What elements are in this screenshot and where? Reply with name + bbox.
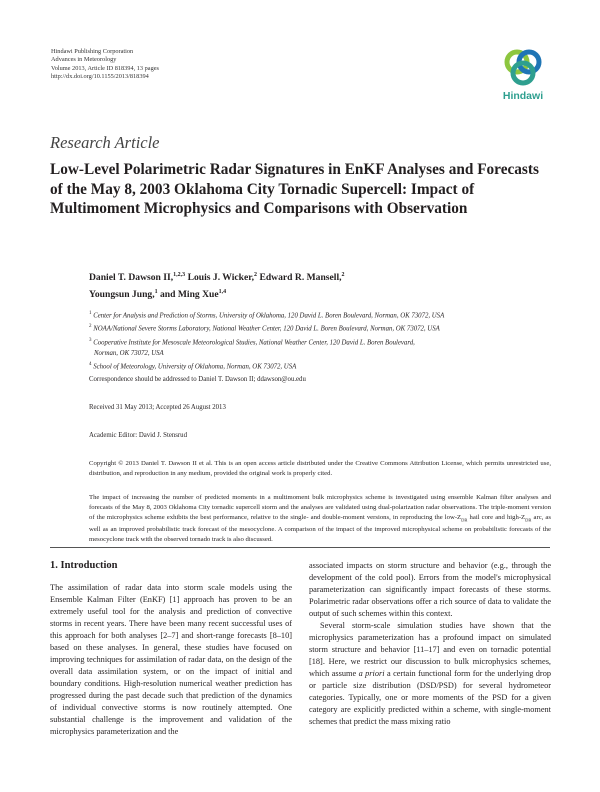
subscript: DR — [461, 516, 468, 522]
affiliation-text: School of Meteorology, University of Oklahoma, Norman, OK 73072, USA — [93, 363, 297, 371]
doi-link[interactable]: http://dx.doi.org/10.1155/2013/818394 — [51, 73, 149, 81]
affiliation-text: Cooperative Institute for Mesoscale Meteorological Studies, National Weather Center, 120 David L. Boren Boulevard, — [93, 338, 415, 346]
volume-info: Volume 2013, Article ID 818394, 13 pages — [51, 64, 159, 72]
affiliation-item — [89, 308, 559, 321]
abstract-text: arc, as well as an improved probabilistic track forecast of the mesocyclone. A comparison of the impact of the improved microphysical scheme on probabilistic forecasts of the mesocyclone track with the observed tornado track is also discussed. — [89, 513, 551, 543]
section-heading: 1. Introduction — [50, 560, 118, 571]
author-affiliation-mark: 1,2,3 — [173, 272, 186, 278]
paper-title: Low-Level Polarimetric Radar Signatures in EnKF Analyses and Forecasts of the May 8, 2003 Oklahoma City Tornadic Supercell: Impact of Multimoment Microphysics and Comparisons with Observation — [50, 161, 539, 217]
author-name: Daniel T. Dawson II, — [89, 272, 174, 284]
affiliation-number: 1 — [89, 311, 92, 316]
body-paragraph: associated impacts on storm structure and behavior (e.g., through the development of the cold pool). Errors from the model's microphysical parameterization can significantly impact forecasts of these storms. Polarimetric radar observations offer a rich source of data to validate the output of such schemes within this context. — [309, 561, 551, 618]
affiliation-text: NOAA/National Severe Storms Laboratory, National Weather Center, 120 David L. Boren Boulevard, Norman, OK 73072, USA — [93, 325, 440, 333]
affiliation-list — [89, 308, 559, 372]
journal-header — [51, 48, 159, 82]
author-affiliation-mark: 1 — [154, 289, 158, 296]
abstract-text: The impact of increasing the number of predicted moments in a multimoment bulk microphysics scheme is investigated using ensemble Kalman filter analyses and forecasts of the May 8, 2003 Oklahoma City tornadic supercell storm and the analyses are validated using dual-polarization radar observations. The triple-moment version of the microphysics scheme exhibits the best performance, relative to the single- and double-moment versions, in reproducing the low-Z — [89, 494, 551, 521]
academic-editor: Academic Editor: David J. Stensrud — [89, 432, 187, 439]
subscript: DR — [525, 516, 532, 522]
body-column-left — [50, 582, 292, 738]
correspondence: Correspondence should be addressed to Daniel T. Dawson II; ddawson@ou.edu — [89, 376, 306, 383]
author-list — [89, 268, 559, 302]
hindawi-rings-icon — [493, 46, 553, 90]
affiliation-item — [89, 321, 559, 334]
abstract-text: hail core and high-Z — [467, 513, 526, 521]
paragraph-text: Several storm-scale simulation studies have shown that the microphysics parameterization has a profound impact on simulated storm structure and behavior [11–17] and even on tornadic potential [18]. Here, we restrict our discussion to bulk microphysics schemes, which assume — [309, 621, 551, 678]
logo-wordmark: Hindawi — [502, 90, 544, 102]
author-name: Louis J. Wicker, — [187, 272, 255, 284]
affiliation-text: Center for Analysis and Prediction of Storms, University of Oklahoma, 120 David L. Boren Boulevard, Norman, OK 73072, USA — [93, 312, 445, 320]
publisher-name: Hindawi Publishing Corporation — [51, 48, 134, 55]
affiliation-item — [89, 359, 559, 372]
affiliation-item — [89, 335, 559, 348]
received-dates: Received 31 May 2013; Accepted 26 August 2013 — [89, 404, 226, 411]
author-name: and Ming Xue — [157, 289, 219, 301]
author-name: Edward R. Mansell, — [259, 272, 342, 284]
emphasis-text: a priori — [358, 669, 385, 678]
affiliation-number: 3 — [89, 337, 92, 343]
paragraph-text: a certain functional form for the underlying drop or particle size distribution (DSD/PSD) for several hydrometeor categories. Typically, one or more moments of the PSD for a given category are explicitly predicted within a scheme, with single-moment schemes that predict the mass mixing ratio — [309, 669, 551, 726]
author-affiliation-mark: 2 — [254, 272, 258, 278]
affiliation-number: 2 — [89, 324, 92, 330]
article-type: Research Article — [50, 133, 160, 152]
abstract — [89, 493, 551, 544]
body-column-right — [309, 560, 551, 728]
hindawi-logo[interactable] — [493, 46, 563, 106]
section-divider — [50, 547, 550, 548]
author-affiliation-mark: 2 — [341, 272, 345, 278]
copyright-notice: Copyright © 2013 Daniel T. Dawson II et al. This is an open access article distributed under the Creative Commons Attribution License, which permits unrestricted use, distribution, and reproduction in any medium, provided the original work is properly cited. — [89, 460, 551, 477]
author-affiliation-mark: 1,4 — [218, 289, 227, 296]
affiliation-continuation: Norman, OK 73072, USA — [94, 349, 164, 357]
journal-name: Advances in Meteorology — [51, 56, 117, 64]
author-name: Youngsun Jung, — [89, 289, 155, 301]
body-paragraph — [309, 620, 551, 728]
affiliation-number: 4 — [89, 361, 92, 367]
body-paragraph: The assimilation of radar data into storm scale models using the Ensemble Kalman Filter (EnKF) [1] approach has proven to be an extremely useful tool for the analysis and prediction of convective storms in recent years. There have been many recent successful uses of this approach for both analyses [2–7] and short-range forecasts [8–10] based on these analyses. In general, these studies have focused on improving techniques for assimilation of radar data, on the design of the overall data assimilation system, or on the impact of initial and boundary conditions. High-resolution numerical weather prediction has progressed during the past decade such that prediction of the dynamics of individual convective storms is now routinely attempted. One substantial challenge is the improvement and validation of the microphysics parameterization and the — [50, 583, 292, 736]
